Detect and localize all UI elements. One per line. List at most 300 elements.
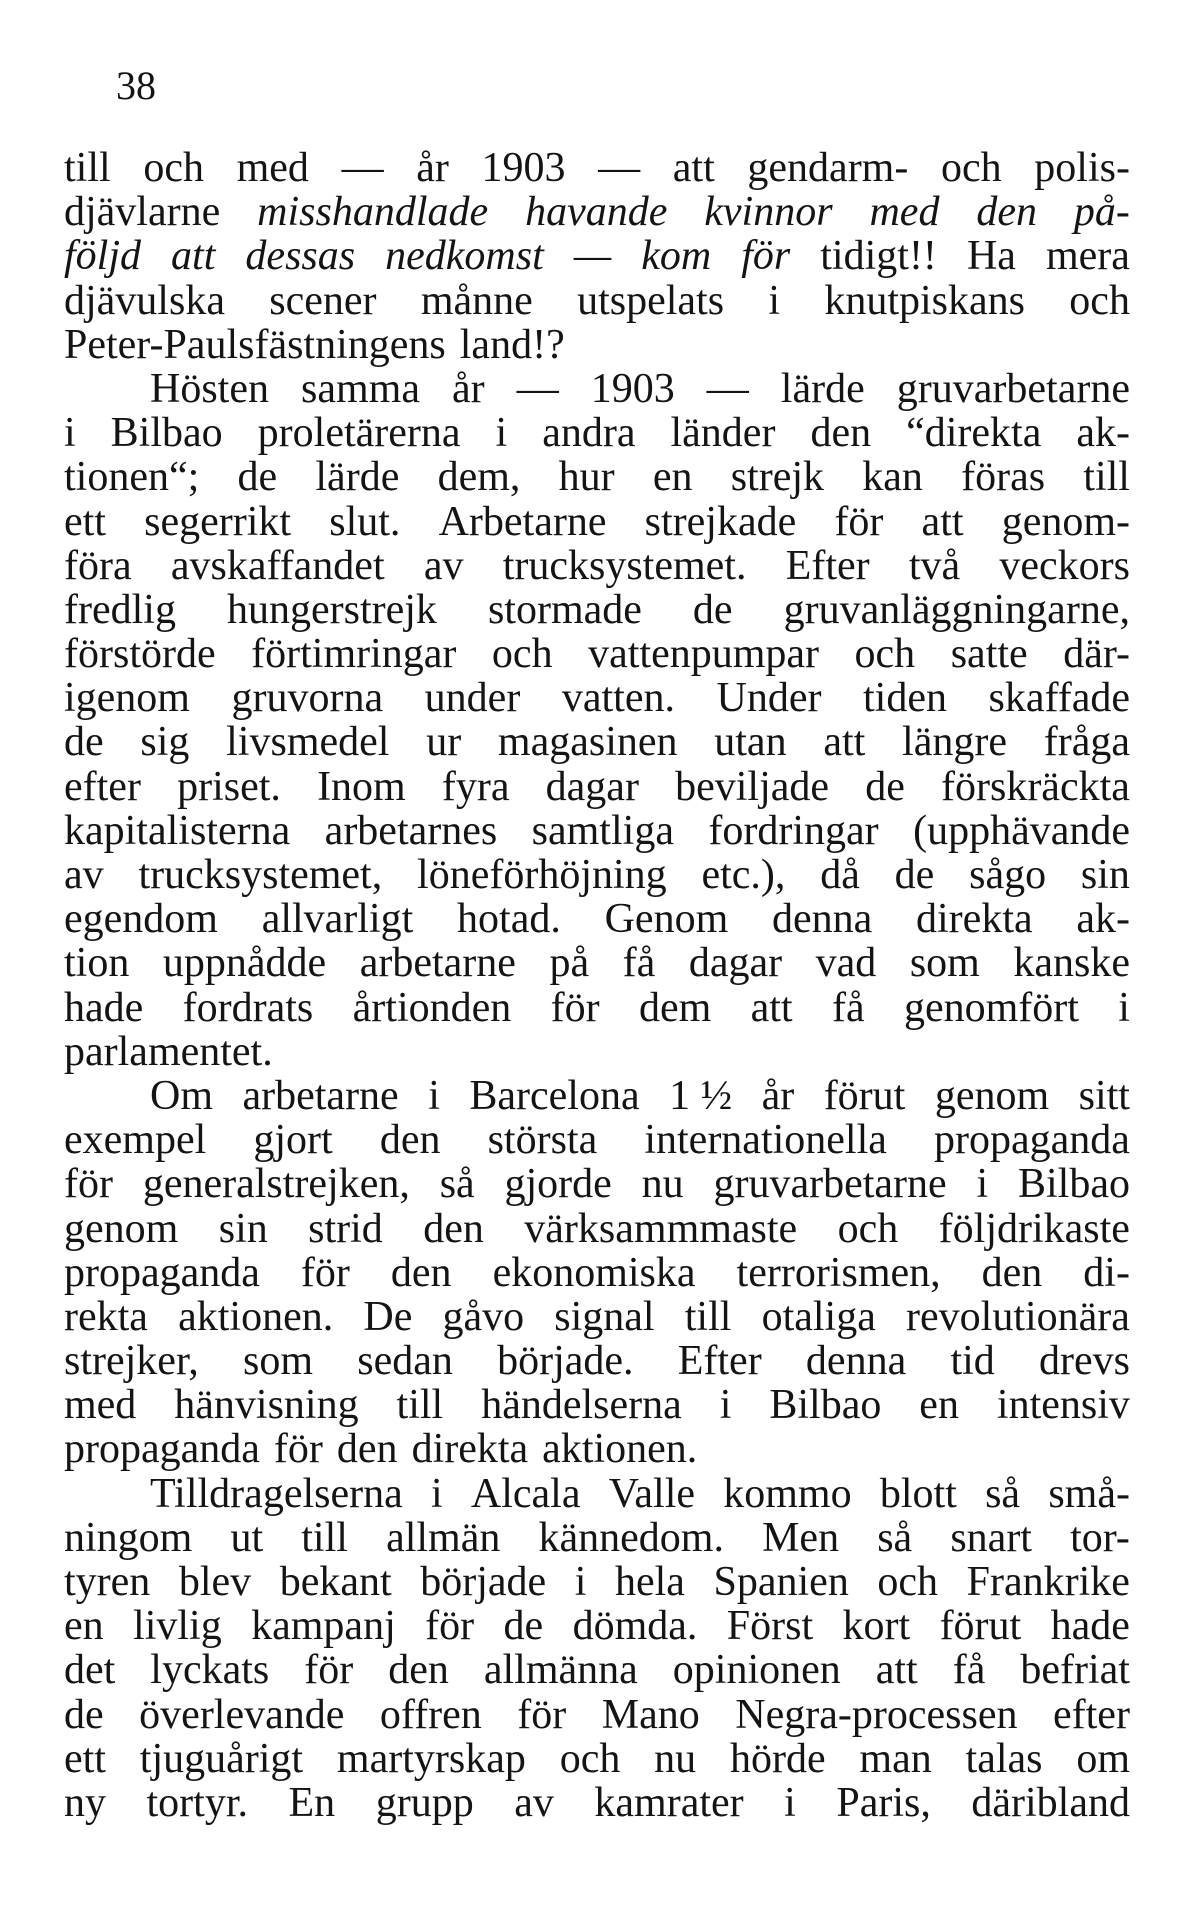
word: till — [396, 1382, 444, 1429]
word: och — [143, 145, 204, 191]
word: Negra-processen — [735, 1691, 1018, 1738]
word: ak- — [1076, 896, 1130, 943]
word: största — [487, 1117, 598, 1164]
text-line — [64, 367, 1130, 411]
word: följd — [64, 233, 142, 280]
word: befriat — [1020, 1647, 1130, 1694]
word: terrorismen, — [736, 1249, 941, 1296]
word: uppnådde — [162, 940, 327, 987]
word: En — [288, 1779, 336, 1826]
word: till — [1083, 454, 1130, 501]
word: tion — [64, 940, 130, 987]
word: sitt — [1078, 1072, 1130, 1119]
text-line — [64, 1162, 1130, 1206]
word: samma — [301, 365, 420, 412]
word: länder — [670, 410, 776, 457]
word: för — [741, 233, 791, 280]
word: hur — [558, 454, 615, 501]
body-text — [64, 146, 1130, 1825]
word: livsmedel — [226, 719, 390, 766]
word: med — [869, 189, 940, 236]
text-line — [64, 1207, 1130, 1251]
text-line — [64, 146, 1130, 190]
word: kommo — [723, 1470, 852, 1517]
word: kan — [862, 454, 923, 501]
word: allmän — [386, 1514, 501, 1561]
word: två — [908, 542, 961, 589]
word: värksammmaste — [524, 1205, 798, 1252]
word: nu — [641, 1161, 684, 1208]
word: Bilbao — [110, 410, 223, 457]
word: om — [1076, 1735, 1130, 1782]
word: gruvarbetarne — [713, 1161, 947, 1208]
word: vad — [815, 940, 877, 987]
word: hotad. — [457, 896, 561, 943]
page-number: 38 — [116, 63, 156, 108]
word: — — [341, 145, 384, 191]
word: tjuguårigt — [139, 1735, 304, 1782]
word: — — [573, 233, 612, 280]
text-line — [64, 411, 1130, 455]
word: genom- — [1001, 498, 1130, 545]
word: strejkade — [644, 498, 797, 545]
word: som — [909, 940, 980, 987]
word: den — [379, 1117, 441, 1164]
word: Alcala — [470, 1470, 581, 1517]
word: gruvorna — [231, 675, 384, 722]
word: kampanj — [251, 1603, 396, 1650]
text-line — [64, 544, 1130, 588]
word: proletärerna — [257, 410, 461, 457]
word: veckors — [999, 542, 1130, 589]
word: att — [171, 233, 216, 280]
word: och — [559, 1735, 621, 1782]
word: till — [684, 1293, 732, 1340]
word: trucksystemet. — [502, 542, 747, 589]
text-line — [64, 1737, 1130, 1781]
word: utan — [714, 719, 787, 766]
word: kom — [641, 233, 712, 280]
word: de — [237, 454, 278, 501]
word: däribland — [971, 1779, 1130, 1826]
word: polis- — [1034, 145, 1130, 191]
word: beviljade — [675, 763, 830, 810]
word: efter — [64, 763, 141, 810]
word: knutpiskans — [824, 277, 1025, 324]
word: för — [425, 1603, 475, 1650]
word: så — [439, 1161, 475, 1208]
word: och — [940, 145, 1002, 191]
word: Genom — [604, 896, 729, 943]
word: i — [719, 1382, 732, 1429]
word: — — [598, 145, 641, 191]
word: satte — [950, 631, 1028, 678]
word: att — [750, 984, 793, 1031]
word: en — [652, 454, 693, 501]
word: aktionen. — [178, 1293, 334, 1340]
word: tor- — [1070, 1514, 1130, 1561]
text-line — [64, 941, 1130, 985]
word: Frankrike — [966, 1559, 1130, 1605]
text-line — [64, 1781, 1130, 1825]
word: de — [64, 719, 104, 766]
word: av — [514, 1779, 554, 1826]
word: fyra — [441, 763, 510, 810]
word: dagar — [545, 763, 639, 810]
word: nedkomst — [385, 233, 544, 280]
word: för — [300, 1249, 350, 1296]
word: efter — [1053, 1691, 1130, 1738]
text-line — [64, 765, 1130, 809]
word: förstörde — [64, 631, 216, 678]
word: genom — [64, 1205, 179, 1252]
word: blev — [178, 1559, 252, 1605]
word: den — [423, 1205, 484, 1252]
word: talas — [965, 1735, 1043, 1782]
word: Efter — [677, 1338, 762, 1385]
word: hade — [1050, 1603, 1130, 1650]
word: i — [976, 1161, 989, 1208]
text-line — [64, 676, 1130, 720]
word: rekta — [64, 1293, 148, 1340]
word: djävulska — [64, 277, 225, 324]
word: tidigt!! — [820, 233, 937, 280]
text-line — [64, 1560, 1130, 1604]
word: tyren — [64, 1559, 151, 1605]
word: ut — [230, 1514, 264, 1561]
word: ett — [64, 1735, 106, 1782]
text-line — [64, 1427, 1130, 1471]
word: strejk — [730, 454, 824, 501]
word: Barcelona — [469, 1072, 640, 1119]
word: Bilbao — [1018, 1161, 1130, 1208]
word: till — [64, 145, 111, 191]
word: kanske — [1013, 940, 1130, 987]
word: nu — [654, 1735, 697, 1782]
word: Arbetarne — [438, 498, 607, 545]
word: månne — [420, 277, 533, 324]
word: sig — [140, 719, 190, 766]
word: Spanien — [713, 1559, 849, 1605]
word: Mano — [601, 1691, 700, 1738]
word: sågo — [969, 852, 1047, 898]
word: propaganda — [934, 1117, 1130, 1164]
word: man — [859, 1735, 932, 1782]
word: den — [810, 410, 872, 457]
word: denna — [805, 1338, 907, 1385]
word: de — [503, 1603, 544, 1650]
text-line — [64, 1648, 1130, 1692]
word: misshandlade — [257, 189, 489, 236]
word: Paris, — [836, 1779, 931, 1826]
word: Bilbao — [769, 1382, 882, 1429]
word: ur — [426, 719, 462, 766]
word: segerrikt — [144, 498, 292, 545]
word: för — [517, 1691, 567, 1738]
word: signal — [554, 1293, 655, 1340]
text-line — [64, 588, 1130, 632]
word: gjorde — [504, 1161, 612, 1208]
word: Under — [716, 675, 822, 722]
word: Men — [762, 1514, 840, 1561]
word: Inom — [317, 763, 406, 810]
word: hörde — [729, 1735, 826, 1782]
word: sin — [218, 1205, 268, 1252]
word: längre — [902, 719, 1007, 766]
word: opinionen — [672, 1647, 841, 1694]
word: tortyr. — [146, 1779, 249, 1826]
word: tiden — [863, 675, 947, 722]
word: havande — [525, 189, 668, 236]
word: överlevande — [139, 1691, 345, 1738]
word: tid — [950, 1338, 995, 1385]
word: Valle — [608, 1470, 696, 1517]
word: — — [706, 365, 749, 412]
word: sin — [1080, 852, 1130, 898]
word: började. — [497, 1338, 634, 1385]
word: 1 ½ — [669, 1072, 733, 1119]
word: löneförhöjning — [417, 852, 667, 898]
word: gjort — [253, 1117, 333, 1164]
word: hela — [615, 1559, 685, 1605]
word: för — [550, 984, 600, 1031]
word: exempel — [64, 1117, 207, 1164]
word: arbetarne — [242, 1072, 399, 1119]
word: genom — [934, 1072, 1050, 1119]
text-line — [64, 1516, 1130, 1560]
word: år — [416, 145, 449, 191]
word: i — [1118, 984, 1130, 1031]
word: en — [64, 1603, 104, 1650]
word: för — [304, 1647, 354, 1694]
word: igenom — [64, 675, 190, 722]
word: otaliga — [761, 1293, 876, 1340]
word: dagar — [688, 940, 783, 987]
word: allmänna — [483, 1647, 638, 1694]
word: fordringar — [708, 807, 879, 854]
word: med — [64, 1382, 137, 1429]
word: lärde — [315, 454, 400, 501]
word: den — [390, 1249, 452, 1296]
word: och — [1069, 277, 1130, 324]
word: parlamentet. — [64, 1028, 273, 1075]
word: ny — [64, 1779, 106, 1826]
word: där- — [1063, 631, 1130, 678]
word: den — [388, 1647, 449, 1694]
word: att — [921, 498, 964, 545]
word: förut — [939, 1603, 1022, 1650]
word: i — [768, 277, 781, 324]
word: aktionen. — [542, 1426, 698, 1473]
word: propaganda — [64, 1249, 260, 1296]
word: — — [516, 365, 559, 412]
word: Ha — [966, 233, 1016, 280]
word: kamrater — [594, 1779, 744, 1826]
word: etc.), — [701, 852, 786, 898]
word: de — [64, 1691, 104, 1738]
text-line — [64, 986, 1130, 1030]
word: fredlig — [64, 586, 176, 633]
word: direkta — [411, 1426, 529, 1473]
word: på- — [1073, 189, 1130, 236]
word: förtimringar — [251, 631, 457, 678]
word: så — [877, 1514, 913, 1561]
word: Först — [726, 1603, 814, 1650]
word: och — [877, 1559, 939, 1605]
word: De — [363, 1293, 413, 1340]
word: “direkta — [906, 410, 1042, 457]
text-line — [64, 1251, 1130, 1295]
word: år — [452, 365, 485, 412]
word: skaffade — [988, 675, 1130, 722]
word: blott — [879, 1470, 957, 1517]
word: få — [831, 984, 865, 1031]
word: och — [854, 631, 916, 678]
word: kapitalisterna — [64, 807, 291, 854]
word: Tilldragelserna — [150, 1470, 403, 1517]
word: djävlarne — [64, 189, 221, 236]
text-line — [64, 1472, 1130, 1516]
word: scener — [269, 277, 377, 324]
word: gruvarbetarne — [896, 365, 1130, 412]
text-line — [64, 1118, 1130, 1162]
text-line — [64, 279, 1130, 323]
word: trucksystemet, — [138, 852, 383, 898]
word: vattenpumpar — [588, 631, 820, 678]
word: av — [64, 852, 104, 898]
word: denna — [771, 896, 873, 943]
word: livlig — [133, 1603, 222, 1650]
word: (upphävande — [913, 807, 1130, 854]
word: i — [430, 1470, 443, 1517]
word: intensiv — [996, 1382, 1130, 1429]
text-line — [64, 720, 1130, 764]
text-line — [64, 234, 1130, 278]
word: i — [784, 1779, 796, 1826]
word: lyckats — [150, 1647, 270, 1694]
word: kännedom. — [538, 1514, 724, 1561]
word: mera — [1045, 233, 1130, 280]
word: genomfört — [903, 984, 1079, 1031]
word: direkta — [916, 896, 1033, 943]
word: vatten. — [561, 675, 675, 722]
text-line — [64, 323, 1130, 367]
word: sedan — [357, 1338, 453, 1385]
word: stormade — [487, 586, 642, 633]
word: dem — [638, 984, 712, 1031]
word: år — [761, 1072, 795, 1119]
word: priset. — [177, 763, 281, 810]
word: ekonomiska — [492, 1249, 696, 1296]
word: fordrats — [182, 984, 314, 1031]
text-line — [64, 897, 1130, 941]
word: strid — [308, 1205, 383, 1252]
word: slut. — [329, 498, 401, 545]
word: den — [336, 1426, 398, 1473]
word: propaganda — [64, 1426, 260, 1473]
word: i — [428, 1072, 440, 1119]
word: ett — [64, 498, 106, 545]
text-line — [64, 1074, 1130, 1118]
word: få — [622, 940, 656, 987]
word: allvarligt — [261, 896, 414, 943]
word: under — [424, 675, 521, 722]
word: dömda. — [572, 1603, 698, 1650]
word: andra — [542, 410, 636, 457]
word: dessas — [245, 233, 356, 280]
word: Peter-Paulsfästningens — [64, 321, 446, 368]
word: gåvo — [442, 1293, 525, 1340]
word: de — [894, 852, 935, 898]
word: revolutionära — [906, 1293, 1130, 1340]
word: magasinen — [497, 719, 678, 766]
word: det — [64, 1647, 116, 1694]
text-line — [64, 853, 1130, 897]
word: hänvisning — [174, 1382, 359, 1429]
word: och — [837, 1205, 899, 1252]
text-line — [64, 500, 1130, 544]
word: i — [495, 410, 508, 457]
word: och — [491, 631, 553, 678]
word: hungerstrejk — [226, 586, 437, 633]
word: årtionden — [352, 984, 512, 1031]
word: med — [236, 145, 309, 191]
word: att — [875, 1647, 918, 1694]
text-line — [64, 632, 1130, 676]
word: i — [574, 1559, 587, 1605]
word: drevs — [1039, 1338, 1130, 1385]
word: utspelats — [577, 277, 725, 324]
text-line — [64, 809, 1130, 853]
word: martyrskap — [336, 1735, 526, 1782]
word: gendarm- — [747, 145, 909, 191]
text-line — [64, 1030, 1130, 1074]
text-line — [64, 1339, 1130, 1383]
word: arbetarnes — [324, 807, 498, 854]
word: den — [976, 189, 1038, 236]
text-line — [64, 1295, 1130, 1339]
word: strejker, — [64, 1338, 199, 1385]
word: lärde — [780, 365, 865, 412]
text-line — [64, 1604, 1130, 1648]
word: fråga — [1043, 719, 1130, 766]
word: arbetarne — [359, 940, 516, 987]
word: en — [919, 1382, 959, 1429]
word: så — [985, 1470, 1021, 1517]
word: samtliga — [531, 807, 674, 854]
word: i — [64, 410, 76, 457]
word: som — [242, 1338, 313, 1385]
text-line — [64, 1693, 1130, 1737]
word: ak- — [1076, 410, 1130, 457]
word: små- — [1048, 1470, 1130, 1517]
word: bekant — [279, 1559, 392, 1605]
word: föra — [64, 542, 132, 589]
word: kvinnor — [704, 189, 833, 236]
word: Hösten — [150, 365, 269, 412]
text-line — [64, 455, 1130, 499]
word: grupp — [375, 1779, 474, 1826]
word: egendom — [64, 896, 218, 943]
word: att — [672, 145, 715, 191]
word: till — [301, 1514, 348, 1561]
word: 1903 — [590, 365, 675, 412]
word: dem, — [437, 454, 521, 501]
word: kort — [842, 1603, 911, 1650]
text-line — [64, 190, 1130, 234]
word: för — [64, 1161, 113, 1208]
word: då — [820, 852, 860, 898]
